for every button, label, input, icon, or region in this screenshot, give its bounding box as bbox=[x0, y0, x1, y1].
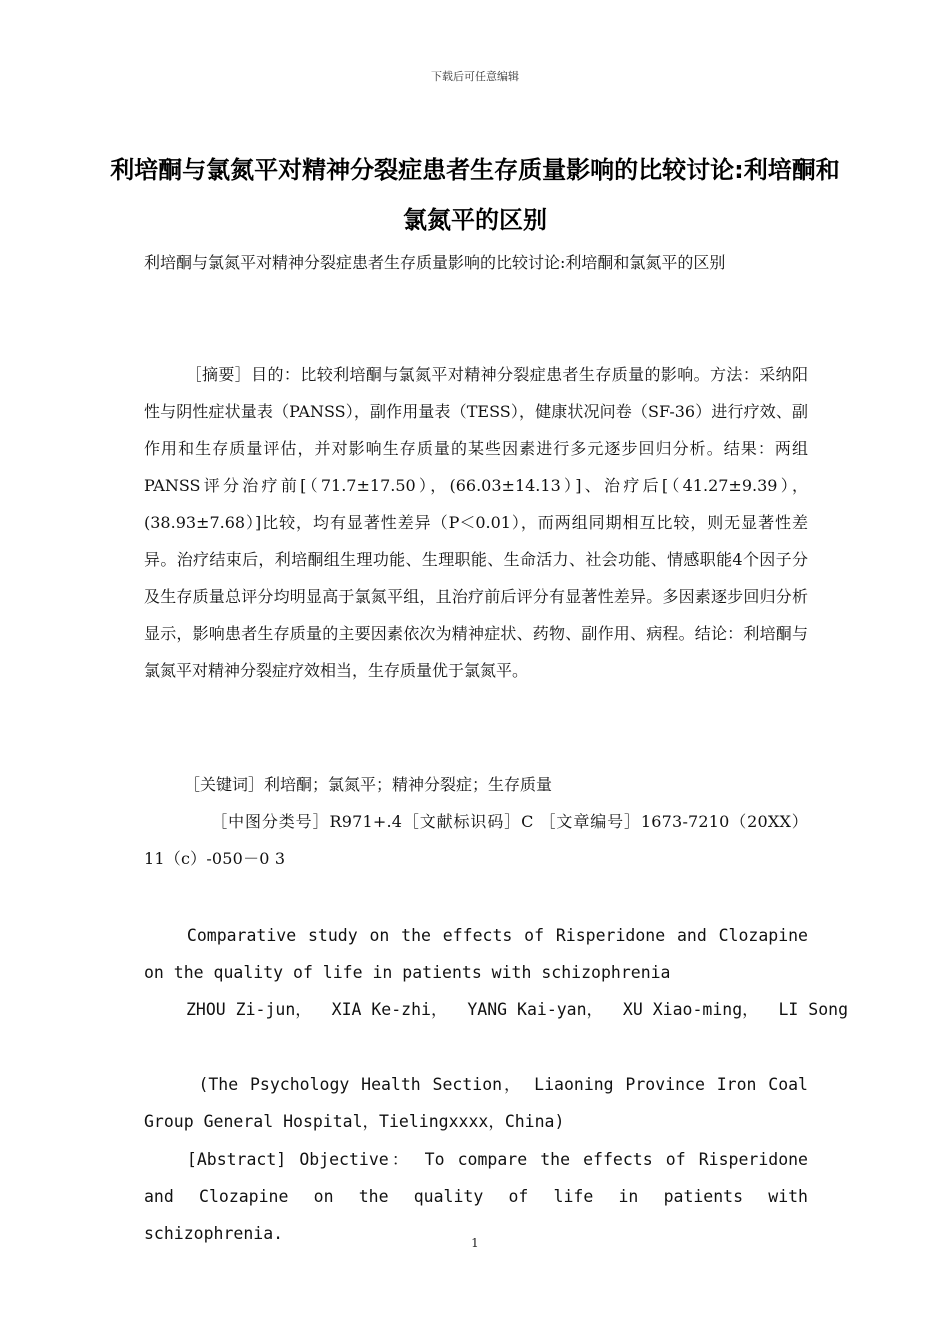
page-number: 1 bbox=[471, 1236, 479, 1250]
english-affiliation: (The Psychology Health Section， Liaoning Province Iron Coal Group General Hospital，Tielingxxxx，China) bbox=[144, 1075, 808, 1131]
chinese-abstract: ［摘要］目的：比较利培酮与氯氮平对精神分裂症患者生存质量的影响。方法：采纳阳性与阴性症状量表（PANSS），副作用量表（TESS），健康状况问卷（SF-36）进行疗效、副作用和生存质量评估，并对影响生存质量的某些因素进行多元逐步回归分析。结果：两组PANSS评分治疗前[（71.7±17.50），(66.03±14.13）]、治疗后[（41.27±9.39），(38.93±7.68）]比较，均有显著性差异（P＜0.01），而两组同期相互比较，则无显著性差异。治疗结束后，利培酮组生理功能、生理职能、生命活力、社会功能、情感职能4个因子分及生存质量总评分均明显高于氯氮平组，且治疗前后评分有显著性差异。多因素逐步回归分析显示，影响患者生存质量的主要因素依次为精神症状、药物、副作用、病程。结论：利培酮与氯氮平对精神分裂症疗效相当，生存质量优于氯氮平。 bbox=[144, 365, 808, 680]
keywords: ［关键词］利培酮；氯氮平；精神分裂症；生存质量 bbox=[184, 775, 553, 794]
english-title: Comparative study on the effects of Risperidone and Clozapine on the quality of life in patients with schizophrenia bbox=[144, 926, 808, 982]
document-title: 利培酮与氯氮平对精神分裂症患者生存质量影响的比较讨论:利培酮和氯氮平的区别 bbox=[110, 156, 840, 234]
page-header-note: 下载后可任意编辑 bbox=[431, 70, 519, 83]
document-subtitle: 利培酮与氯氮平对精神分裂症患者生存质量影响的比较讨论:利培酮和氯氮平的区别 bbox=[144, 253, 726, 272]
english-authors: ZHOU Zi-jun， XIA Ke-zhi， YANG Kai-yan， XU Xiao-ming， LI Song bbox=[186, 1000, 849, 1019]
english-abstract: [Abstract] Objective： To compare the effects of Risperidone and Clozapine on the quality of life in patients with schizophrenia. bbox=[144, 1150, 808, 1243]
classification-info: ［中图分类号］R971+.4［文献标识码］C ［文章编号］1673-7210（20XX）11（c）-050－0 3 bbox=[144, 812, 808, 868]
